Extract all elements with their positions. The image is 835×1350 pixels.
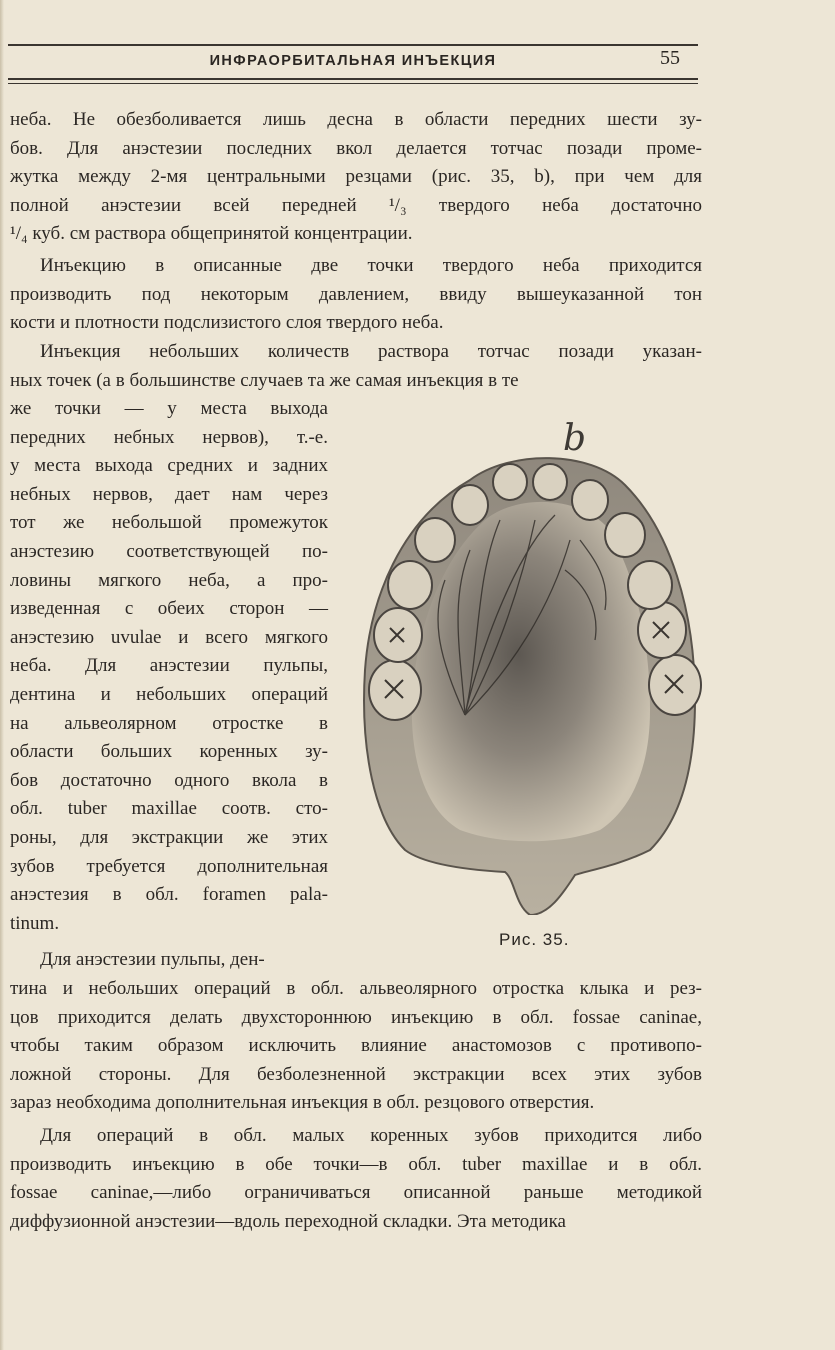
palate-figure	[350, 410, 725, 915]
text-line: дентина и небольших операций	[10, 683, 328, 705]
header-rule-bottom	[8, 78, 698, 80]
page-edge	[0, 0, 4, 1350]
paragraph-2	[10, 338, 702, 395]
page-number: 55	[660, 47, 680, 69]
text-line: зубов требуется дополнительная	[10, 855, 328, 877]
running-title: ИНФРАОРБИТАЛЬНАЯ ИНЪЕКЦИЯ	[209, 53, 497, 69]
running-header	[8, 38, 698, 86]
text-line: анэстезию uvulae и всего мягкого	[10, 626, 328, 648]
text-line: ложной стороны. Для безболезненной экстракции всех этих зубов	[10, 1063, 702, 1085]
text-line: области больших коренных зу-	[10, 741, 328, 763]
text-line: производить под некоторым давлением, ввиду вышеуказанной тон	[10, 283, 702, 305]
text-line: роны, для экстракции же этих	[10, 826, 328, 848]
paragraph-4	[10, 946, 328, 975]
text-line: неба. Не обезболивается лишь десна в области передних шести зу-	[10, 109, 702, 130]
text-line: неба. Для анэстезии пульпы,	[10, 655, 328, 677]
text-line: ных точек (а в большинстве случаев та же самая инъекция в те	[10, 369, 519, 391]
header-rule-bottom-thin	[8, 83, 698, 84]
text-line: Для анэстезии пульпы, ден-	[40, 949, 265, 970]
text-line: анэстезию соответствующей по-	[10, 540, 328, 562]
text-line: же точки — у места выхода	[10, 398, 328, 419]
text-line: у места выхода средних и задних	[10, 455, 328, 477]
paragraph-1	[10, 252, 702, 338]
text-line: ¹/₄ куб. см раствора общепринятой концентрации.	[10, 223, 413, 245]
text-line: Инъекцию в описанные две точки твердого неба приходится	[40, 255, 702, 276]
text-line: бов. Для анэстезии последних вкол делается тотчас позади проме-	[10, 137, 702, 159]
text-line: бов достаточно одного вкола в	[10, 769, 328, 791]
text-line: на альвеолярном отростке в	[10, 712, 328, 734]
text-line: тина и небольших операций в обл. альвеолярного отростка клыка и рез-	[10, 978, 702, 999]
text-line: жутка между 2-мя центральными резцами (рис. 35, b), при чем для	[10, 166, 702, 188]
header-rule-top	[8, 44, 698, 46]
text-line: Для операций в обл. малых коренных зубов приходится либо	[40, 1125, 702, 1146]
text-line: fossae caninae,—либо ограничиваться описанной раньше методикой	[10, 1182, 702, 1204]
text-line: Инъекция небольших количеств раствора тотчас позади указан-	[40, 341, 702, 362]
handwritten-b: b	[563, 418, 587, 459]
paragraph-0	[10, 106, 702, 249]
text-line: полной анэстезии всей передней ¹/₃ твердого неба достаточно	[10, 194, 702, 216]
text-line: цов приходится делать двухстороннюю инъекцию в обл. fossae caninae,	[10, 1006, 702, 1028]
text-line: производить инъекцию в обе точки—в обл. tuber maxillae и в обл.	[10, 1153, 702, 1175]
text-line: tinum.	[10, 912, 60, 934]
text-line: передних небных нервов), т.-е.	[10, 426, 328, 448]
text-line: ловины мягкого неба, а про-	[10, 569, 328, 591]
paragraph-6	[10, 1122, 702, 1236]
text-line: небных нервов, дает нам через	[10, 483, 328, 505]
paragraph-5	[10, 975, 702, 1118]
paragraph-3	[10, 395, 328, 938]
text-line: изведенная с обеих сторон —	[10, 598, 328, 620]
text-line: кости и плотности подслизистого слоя твердого неба.	[10, 312, 444, 334]
text-line: обл. tuber maxillae соотв. сто-	[10, 798, 328, 820]
text-line: тот же небольшой промежуток	[10, 512, 328, 534]
text-line: анэстезия в обл. foramen pala-	[10, 884, 328, 906]
figure-caption: Рис. 35.	[499, 930, 570, 949]
text-line: чтобы таким образом исключить влияние анастомозов с противопо-	[10, 1035, 702, 1057]
text-line: зараз необходима дополнительная инъекция в обл. резцового отверстия.	[10, 1092, 595, 1114]
text-line: диффузионной анэстезии—вдоль переходной складки. Эта методика	[10, 1210, 566, 1232]
